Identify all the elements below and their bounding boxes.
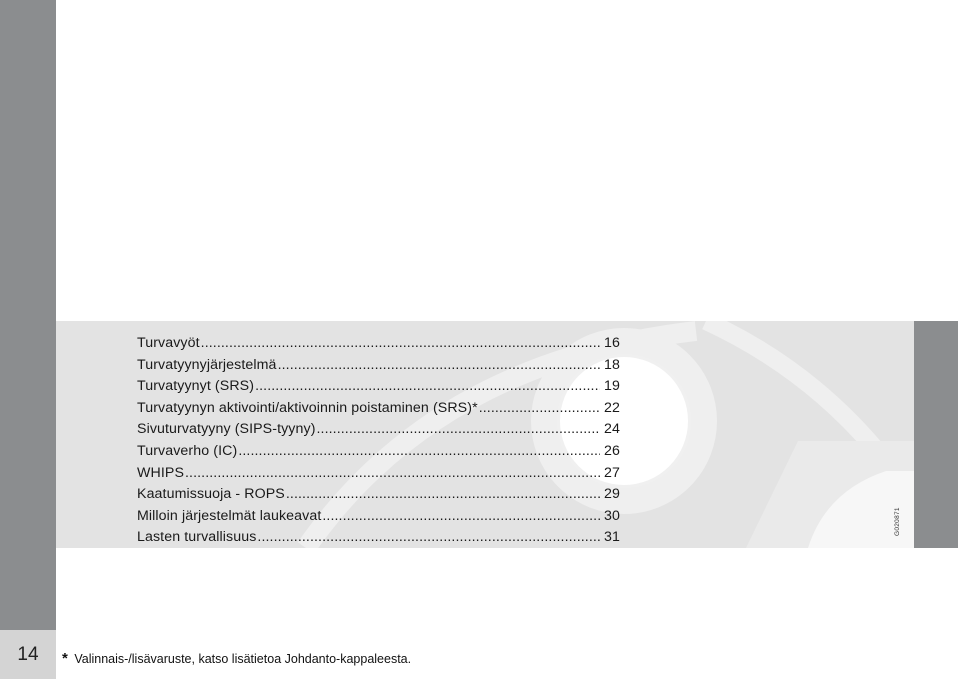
toc-leader-dots [286,484,600,506]
toc-entry-page: 19 [604,378,620,395]
toc-entry-title: Milloin järjestelmät laukeavat [137,507,322,524]
toc-entry-page: 29 [604,486,620,503]
toc-entry-title: Turvatyynyjärjestelmä [137,356,277,373]
table-of-contents [137,333,620,549]
toc-entry-title: Lasten turvallisuus [137,529,257,546]
footnote-marker: * [62,650,68,667]
toc-entry-page: 18 [604,356,620,373]
toc-leader-dots [322,506,600,528]
toc-leader-dots [185,463,600,485]
toc-leader-dots [201,333,600,355]
footnote-text: Valinnais-/lisävaruste, katso lisätietoa Johdanto-kappaleesta. [74,652,412,666]
footnote [62,650,411,667]
toc-entry-title: Sivuturvatyyny (SIPS-tyyny) [137,421,316,438]
toc-entry[interactable] [137,484,620,506]
toc-entry[interactable] [137,355,620,377]
toc-entry[interactable] [137,376,620,398]
toc-entry-title: Turvavyöt [137,335,200,351]
toc-leader-dots [278,355,600,377]
toc-entry-page: 27 [604,464,620,481]
toc-entry-title: Turvaverho (IC) [137,442,238,459]
toc-entry[interactable] [137,441,620,463]
toc-entry-title: WHIPS [137,464,185,481]
toc-leader-dots [238,441,600,463]
toc-leader-dots [255,376,600,398]
toc-entry[interactable] [137,463,620,485]
toc-entry[interactable] [137,506,620,528]
image-code: G020871 [894,507,901,536]
toc-entry[interactable] [137,333,620,355]
toc-entry-page: 30 [604,507,620,524]
toc-entry-page: 16 [604,335,620,351]
toc-leader-dots [317,419,601,441]
toc-entry-page: 26 [604,442,620,459]
toc-entry-page: 22 [604,399,620,416]
toc-entry[interactable] [137,419,620,441]
toc-entry-title: Turvatyynyn aktivointi/aktivoinnin poistaminen (SRS)* [137,399,478,416]
toc-leader-dots [479,398,600,420]
toc-entry-page: 24 [604,421,620,438]
toc-entry-title: Kaatumissuoja - ROPS [137,486,285,503]
toc-entry[interactable] [137,398,620,420]
left-sidebar-bar [0,0,56,630]
toc-entry-page: 31 [604,529,620,546]
toc-leader-dots [257,527,600,549]
chapter-tab [914,321,958,548]
page-number: 14 [0,630,56,679]
toc-entry[interactable] [137,527,620,549]
toc-entry-title: Turvatyynyt (SRS) [137,378,255,395]
